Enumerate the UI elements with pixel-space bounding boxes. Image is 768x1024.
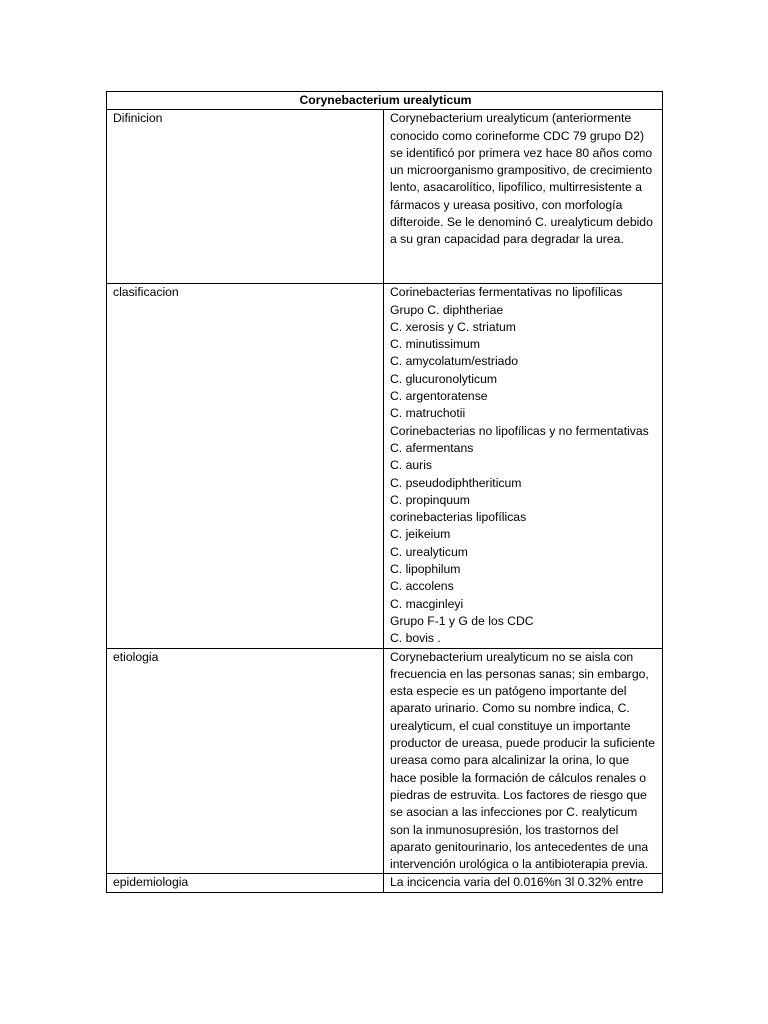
row-text-etiologia [384, 648, 663, 874]
table-row-clasificacion [107, 284, 663, 648]
table-title-row [107, 92, 663, 110]
row-text-definicion [384, 110, 663, 284]
clasificacion-item: C. lipophilum [390, 562, 461, 577]
epidemiologia-text: La incicencia varia del 0.016%n 3l 0.32% entre [390, 875, 644, 890]
table-row-etiologia [107, 648, 663, 874]
clasificacion-item: C. xerosis y C. striatum [390, 319, 516, 334]
clasificacion-item: Corinebacterias fermentativas no lipofílicas [390, 285, 623, 300]
clasificacion-item: corinebacterias lipofílicas [390, 510, 527, 525]
row-label-clasificacion: clasificacion [107, 284, 384, 648]
clasificacion-item: Corinebacterias no lipofílicas y no fermentativas [390, 423, 649, 438]
row-text-epidemiologia [384, 874, 663, 892]
clasificacion-item: C. minutissimum [390, 337, 481, 352]
clasificacion-item: C. macginleyi [390, 596, 464, 611]
info-table [106, 91, 663, 893]
row-label-epidemiologia: epidemiologia [107, 874, 384, 892]
table-row-definicion [107, 110, 663, 284]
clasificacion-item: C. auris [390, 458, 432, 473]
clasificacion-item: C. matruchotii [390, 406, 466, 421]
clasificacion-item: C. bovis . [390, 631, 441, 646]
row-label-definicion: Difinicion [107, 110, 384, 284]
row-list-clasificacion [384, 284, 663, 648]
clasificacion-item: C. pseudodiphtheriticum [390, 475, 522, 490]
clasificacion-item: C. propinquum [390, 492, 470, 507]
clasificacion-item: C. glucuronolyticum [390, 371, 498, 386]
clasificacion-item: C. urealyticum [390, 544, 468, 559]
clasificacion-item: C. argentoratense [390, 389, 488, 404]
table-title: Corynebacterium urealyticum [107, 92, 663, 110]
clasificacion-item: Grupo F-1 y G de los CDC [390, 613, 534, 628]
row-label-etiologia: etiologia [107, 648, 384, 874]
clasificacion-item: C. accolens [390, 579, 454, 594]
clasificacion-item: C. amycolatum/estriado [390, 354, 519, 369]
clasificacion-item: C. afermentans [390, 440, 474, 455]
clasificacion-item: C. jeikeium [390, 527, 451, 542]
definicion-paragraph: Corynebacterium urealyticum (anteriormente conocido como corineforme CDC 79 grupo D2) se identificó por primera vez hace 80 años como un microorganismo grampositivo, de crecimiento lento, asacarolítico, lipofílico, multirresistente a fármacos y ureasa positivo, con morfología difteroide. Se le denominó C. urealyticum debido a su gran capacidad para degradar la urea. [390, 111, 653, 247]
clasificacion-item: Grupo C. diphtheriae [390, 302, 504, 317]
etiologia-paragraph: Corynebacterium urealyticum no se aisla con frecuencia en las personas sanas; sin embargo, esta especie es un patógeno importante del aparato urinario. Como su nombre indica, C. urealyticum, el cual constituye un importante productor de ureasa, puede producir la suficiente ureasa como para alcalinizar la orina, lo que hace posible la formación de cálculos renales o piedras de estruvita. Los factores de riesgo que se asocian a las infecciones por C. realyticum son la inmunosupresión, los trastornos del aparato genitourinario, los antecedentes de una intervención urológica o la antibioterapia previa. [390, 649, 655, 872]
table-row-epidemiologia [107, 874, 663, 892]
